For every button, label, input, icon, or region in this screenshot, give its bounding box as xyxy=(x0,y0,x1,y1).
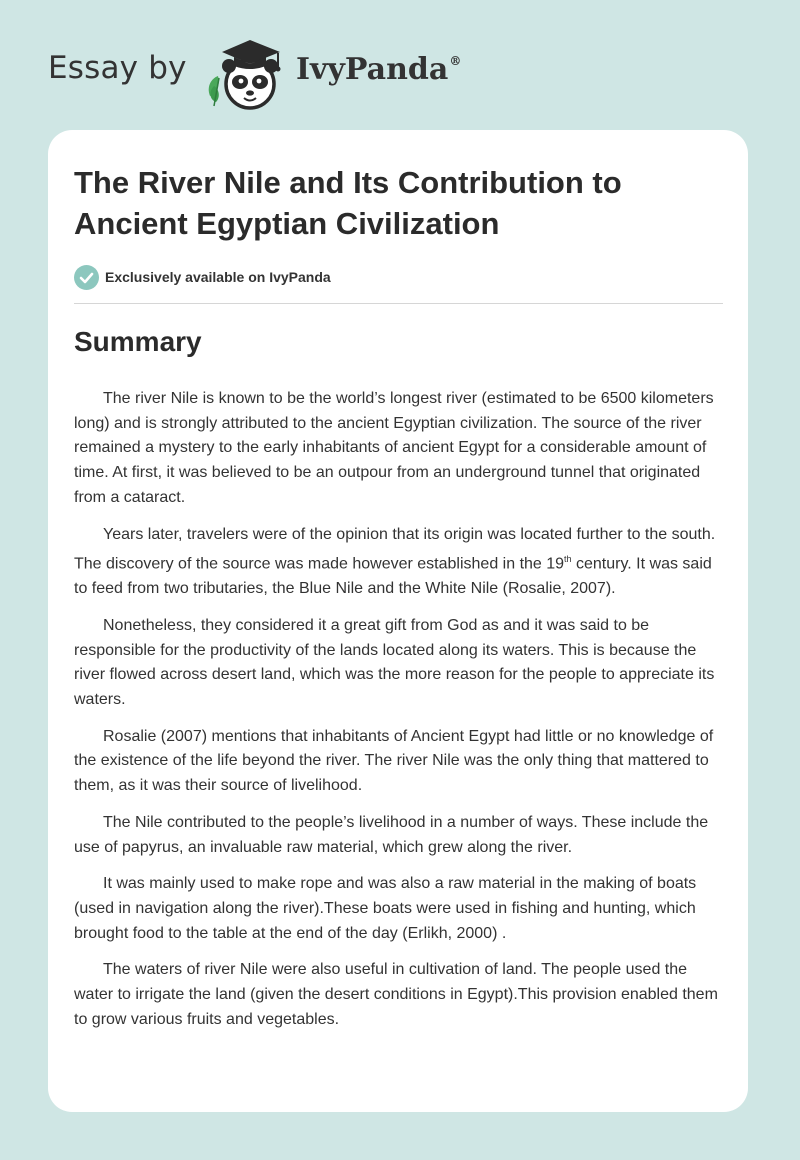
essay-card xyxy=(48,130,748,1112)
check-circle-icon xyxy=(74,265,99,290)
paragraph xyxy=(74,523,726,602)
essay-title: The River Nile and Its Contribution to Ancient Egyptian Civilization xyxy=(74,165,622,241)
panda-graduate-icon[interactable] xyxy=(202,34,294,114)
section-heading: Summary xyxy=(74,326,202,357)
essay-body xyxy=(74,387,726,1045)
brand-logo-text[interactable] xyxy=(296,52,461,87)
paragraph: The Nile contributed to the people’s livelihood in a number of ways. These include the use of papyrus, an invaluable raw material, which grew along the river. xyxy=(74,813,709,856)
paragraph: Rosalie (2007) mentions that inhabitants of Ancient Egypt had little or no knowledge of the existence of the life beyond the river. The river Nile was the only thing that mattered to them, as it was their source of livelihood. xyxy=(74,727,714,795)
paragraph: Nonetheless, they considered it a great gift from God as and it was said to be responsible for the productivity of the lands located along its waters. This is because the river flowed across desert land, which was the more reason for the people to appreciate its waters. xyxy=(74,616,715,709)
brand-name: IvyPanda xyxy=(296,52,449,87)
exclusive-badge-label: Exclusively available on IvyPanda xyxy=(105,269,331,285)
ordinal-suffix: th xyxy=(564,554,572,565)
paragraph: The river Nile is known to be the world’s longest river (estimated to be 6500 kilometers long) and is strongly attributed to the ancient Egyptian civilization. The source of the river remained a mystery to the early inhabitants of ancient Egypt for a considerable amount of time. At first, it was believed to be an outpour from an underground tunnel that originated from a cataract. xyxy=(74,390,714,506)
paragraph: The waters of river Nile were also useful in cultivation of land. The people used the water to irrigate the land (given the desert conditions in Egypt).This provision enabled them to grow various fruits and vegetables. xyxy=(74,961,718,1028)
essay-by-label: Essay by xyxy=(48,50,187,86)
divider xyxy=(74,303,723,304)
paragraph-text: Years later, travelers were of the opinion that its origin was located further to the south. The discovery of the source was made however established in the 19 xyxy=(74,525,716,573)
exclusive-badge xyxy=(74,264,331,290)
paragraph-text: century. It was said to feed from two tributaries, the Blue Nile and the White Nile (Rosalie, 2007). xyxy=(74,555,712,598)
paragraph: It was mainly used to make rope and was also a raw material in the making of boats (used in navigation along the river).These boats were used in fishing and hunting, which brought food to the table at the end of the day (Erlikh, 2000) . xyxy=(74,875,697,942)
site-header xyxy=(48,34,748,114)
registered-mark: ® xyxy=(449,54,462,68)
